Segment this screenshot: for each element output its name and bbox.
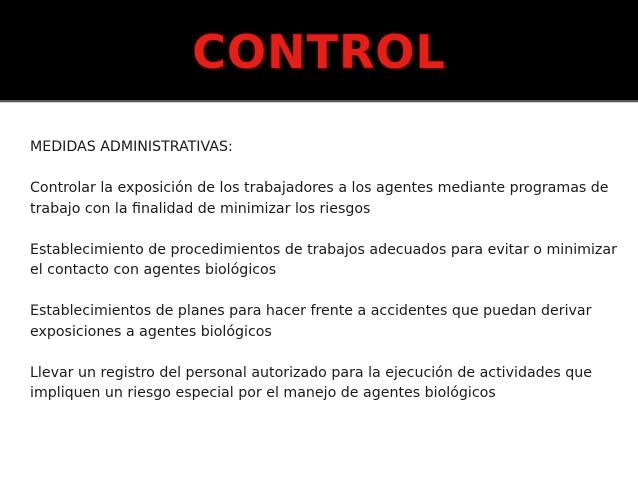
- body-paragraph-1: Controlar la exposición de los trabajadores a los agentes mediante programas de trabajo con la finalidad de minimizar los riesgos: [30, 180, 609, 217]
- body-paragraph-3: Establecimientos de planes para hacer frente a accidentes que puedan derivar exposiciones a agentes biológicos: [30, 303, 592, 340]
- body-paragraph-4: Llevar un registro del personal autorizado para la ejecución de actividades que impliquen un riesgo especial por el manejo de agentes biológicos: [30, 364, 593, 401]
- slide-body: [30, 137, 620, 424]
- title-divider-highlight: [0, 102, 638, 103]
- slide-title: CONTROL: [192, 25, 446, 79]
- section-heading: MEDIDAS ADMINISTRATIVAS:: [30, 139, 233, 155]
- body-paragraph-2: Establecimiento de procedimientos de trabajos adecuados para evitar o minimizar el contacto con agentes biológicos: [30, 241, 617, 278]
- title-bar: [0, 0, 638, 100]
